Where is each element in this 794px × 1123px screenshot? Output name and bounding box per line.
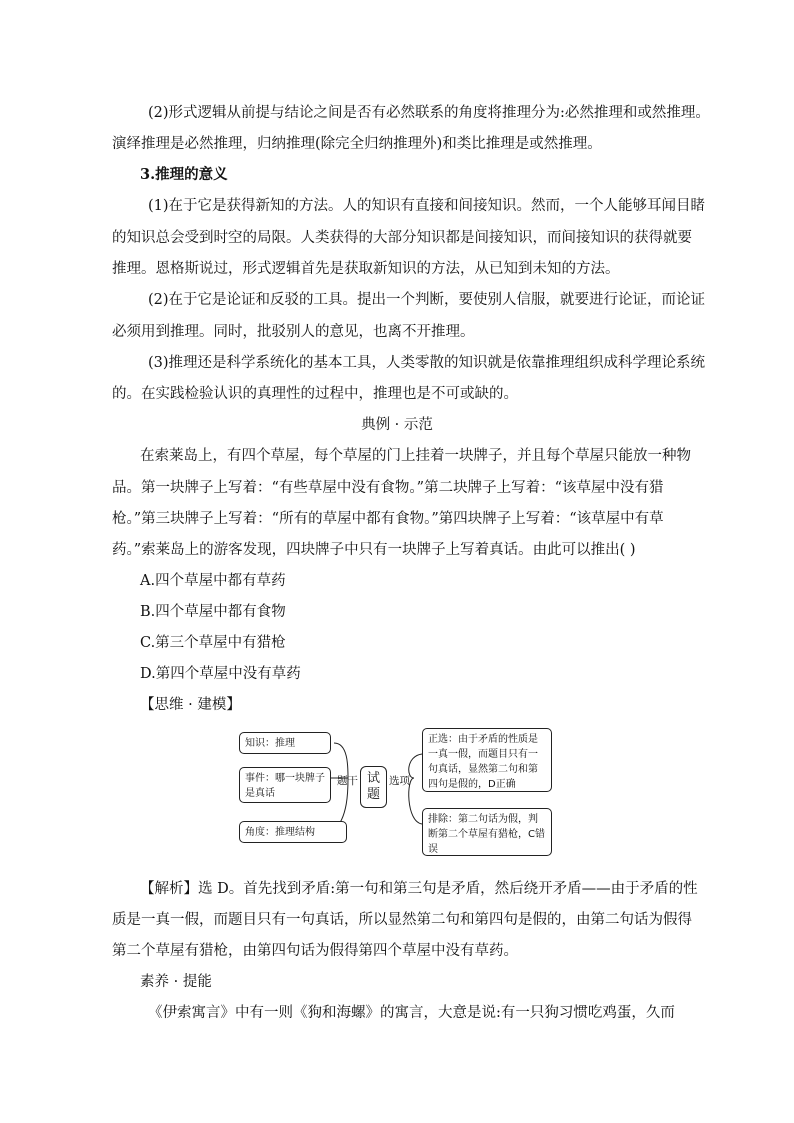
para-2-line-3: 推理。恩格斯说过，形式逻辑首先是获取新知识的方法，从已知到未知的方法。 [112, 261, 620, 277]
angle-box: 角度：推理结构 [239, 821, 347, 843]
stem-label: 题干 [337, 775, 358, 787]
para-2-line-2: 的知识总会受到时空的局限。人类获得的大部分知识都是间接知识，而间接知识的获得就要 [112, 230, 692, 246]
analysis-line-3: 第二个草屋有猎枪，由第四句话为假得第四个草屋中没有草药。 [112, 943, 518, 959]
example-title: 典例 · 示范 [361, 417, 433, 433]
option-a: A.四个草屋中都有草药 [140, 573, 286, 589]
literacy-title: 素养 · 提能 [140, 974, 212, 990]
model-title: 【思维 · 建模】 [140, 697, 241, 713]
mind-map-diagram [236, 726, 552, 858]
section-heading: 3.推理的意义 [140, 166, 228, 183]
knowledge-box: 知识：推理 [239, 732, 331, 754]
options-label: 选项 [389, 775, 410, 787]
question-line-4: 药。”索莱岛上的游客发现，四块牌子中只有一块牌子上写着真话。由此可以推出( ) [112, 542, 636, 558]
question-line-1: 在索莱岛上，有四个草屋，每个草屋的门上挂着一块牌子，并且每个草屋只能放一种物 [140, 448, 691, 464]
para-2-line-1: (1)在于它是获得新知的方法。人的知识有直接和间接知识。然而，一个人能够耳闻目睹 [148, 198, 706, 214]
analysis-line-2: 质是一真一假，而题目只有一句真话，所以显然第二句和第四句是假的，由第二句话为假得 [112, 912, 692, 928]
event-box: 事件：哪一块牌子是真话 [239, 767, 331, 803]
para-3-line-1: (2)在于它是论证和反驳的工具。提出一个判断，要使别人信服，就要进行论证，而论证 [148, 292, 706, 308]
para-1-line-2: 演绎推理是必然推理，归纳推理(除完全归纳推理外)和类比推理是或然推理。 [112, 136, 602, 152]
para-3-line-2: 必须用到推理。同时，批驳别人的意见，也离不开推理。 [112, 324, 475, 340]
analysis-line-1: 【解析】选 D。首先找到矛盾:第一句和第三句是矛盾，然后绕开矛盾——由于矛盾的性 [140, 881, 698, 897]
question-node: 试 题 [360, 766, 387, 808]
question-line-3: 枪。”第三块牌子上写着：“所有的草屋中都有食物。”第四块牌子上写着：“该草屋中有草 [112, 511, 664, 527]
option-c: C.第三个草屋中有猎枪 [140, 635, 286, 651]
correct-choice-box: 正选：由于矛盾的性质是一真一假，而题目只有一句真话，显然第二句和第四句是假的，D正确 [422, 728, 552, 792]
last-line: 《伊索寓言》中有一则《狗和海螺》的寓言，大意是说:有一只狗习惯吃鸡蛋，久而 [148, 1005, 675, 1021]
exclude-choice-box: 排除：第二句话为假，判断第二个草屋有猎枪，C错误 [422, 808, 552, 856]
question-line-2: 品。第一块牌子上写着：“有些草屋中没有食物。”第二块牌子上写着：“该草屋中没有猎 [112, 480, 664, 496]
para-4-line-2: 的。在实践检验认识的真理性的过程中，推理也是不可或缺的。 [112, 386, 518, 402]
para-1-line-1: (2)形式逻辑从前提与结论之间是否有必然联系的角度将推理分为:必然推理和或然推理。 [148, 105, 710, 121]
option-b: B.四个草屋中都有食物 [140, 604, 286, 620]
option-d: D.第四个草屋中没有草药 [140, 666, 301, 682]
para-4-line-1: (3)推理还是科学系统化的基本工具，人类零散的知识就是依靠推理组织成科学理论系统 [148, 355, 706, 371]
